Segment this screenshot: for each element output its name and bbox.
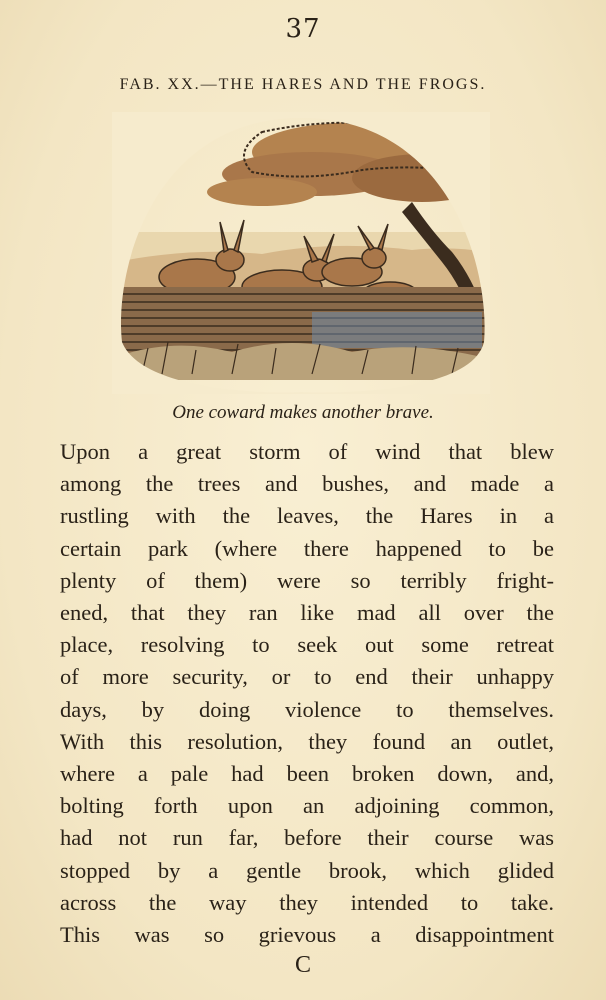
signature-mark: C [294,952,311,978]
body-line: across the way they intended to take. [60,889,554,915]
body-line: among the trees and bushes, and made a [60,471,554,497]
body-line: had not run far, before their course was [60,825,554,851]
body-line: where a pale had been broken down, and, [60,761,554,787]
body-line: days, by doing violence to themselves. [60,696,554,722]
woodcut-illustration [112,112,490,394]
body-line: certain park (where there happened to be [60,535,554,561]
body-line: bolting forth upon an adjoining common, [60,793,554,819]
body-line: place, resolving to seek out some retreat [60,632,554,658]
body-line: rustling with the leaves, the Hares in a [60,503,554,529]
body-line: Upon a great storm of wind that blew [60,439,554,464]
body-line: This was so grievous a disappointment [60,922,554,948]
body-line: plenty of them) were so terribly fright- [60,567,554,593]
fable-heading: FAB. XX.—THE HARES AND THE FROGS. [119,76,487,93]
body-line: of more security, or to end their unhappy [60,664,554,690]
illustration-caption: One coward makes another brave. [172,402,434,423]
body-line: With this resolution, they found an outlet, [60,728,554,754]
body-line: stopped by a gentle brook, which glided [60,857,554,883]
body-line: ened, that they ran like mad all over the [60,600,554,626]
fable-body [60,436,554,951]
page-number: 37 [285,14,321,44]
